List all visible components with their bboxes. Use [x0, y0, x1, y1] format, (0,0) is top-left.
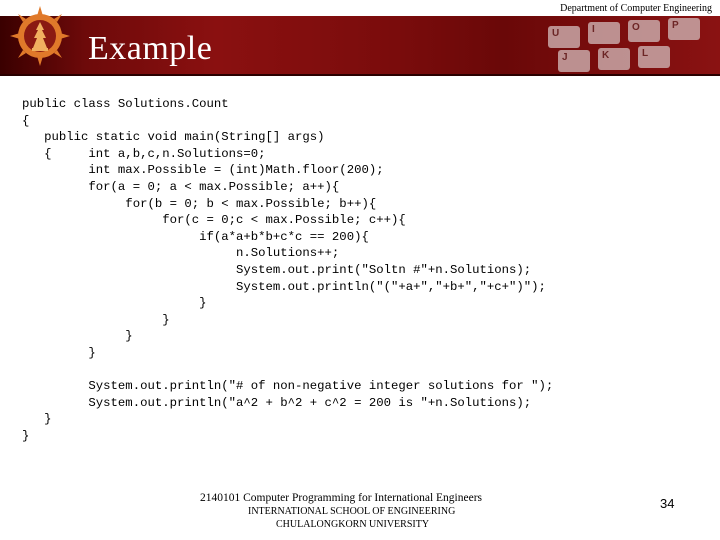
course-name: 2140101 Computer Programming for International Engineers — [200, 492, 483, 504]
code-line: System.out.println("a^2 + b^2 + c^2 = 200 is "+n.Solutions); — [22, 395, 532, 410]
code-line: } — [22, 428, 30, 443]
code-line: for(b = 0; b < max.Possible; b++){ — [22, 196, 377, 211]
code-line: public class Solutions.Count — [22, 97, 229, 111]
code-line: n.Solutions++; — [22, 246, 340, 261]
banner-divider — [0, 74, 720, 76]
code-line: int max.Possible = (int)Math.floor(200); — [22, 163, 384, 178]
code-block — [22, 96, 553, 444]
school-name: INTERNATIONAL SCHOOL OF ENGINEERING — [248, 506, 456, 517]
code-line: } — [22, 329, 133, 344]
code-line: if(a*a+b*b+c*c == 200){ — [22, 229, 369, 244]
code-line: { int a,b,c,n.Solutions=0; — [22, 146, 266, 161]
code-line: public static void main(String[] args) — [22, 130, 325, 145]
code-line: System.out.println("("+a+","+b+","+c+")"); — [22, 279, 546, 294]
university-seal-icon — [8, 4, 72, 68]
department-name: Department of Computer Engineering — [560, 3, 712, 14]
keyboard-key: L — [638, 46, 670, 68]
code-line: } — [22, 312, 170, 327]
keyboard-key: K — [598, 48, 630, 70]
keyboard-key: P — [668, 18, 700, 40]
code-line: } — [22, 345, 96, 360]
keyboard-key: U — [548, 26, 580, 48]
code-line: for(a = 0; a < max.Possible; a++){ — [22, 179, 340, 194]
code-line: } — [22, 296, 207, 311]
footer — [200, 492, 520, 531]
slide-title: Example — [88, 30, 213, 67]
page-number: 34 — [660, 496, 675, 511]
keyboard-key: O — [628, 20, 660, 42]
keyboard-key: I — [588, 22, 620, 44]
code-line: } — [22, 412, 52, 427]
keyboard-key: J — [558, 50, 590, 72]
code-line: System.out.println("# of non-negative integer solutions for "); — [22, 379, 554, 394]
keyboard-decoration — [530, 16, 720, 74]
university-name: CHULALONGKORN UNIVERSITY — [276, 519, 430, 530]
code-line: { — [22, 113, 30, 128]
code-line: System.out.print("Soltn #"+n.Solutions); — [22, 262, 532, 277]
code-line: for(c = 0;c < max.Possible; c++){ — [22, 213, 406, 228]
header-banner — [0, 0, 720, 76]
